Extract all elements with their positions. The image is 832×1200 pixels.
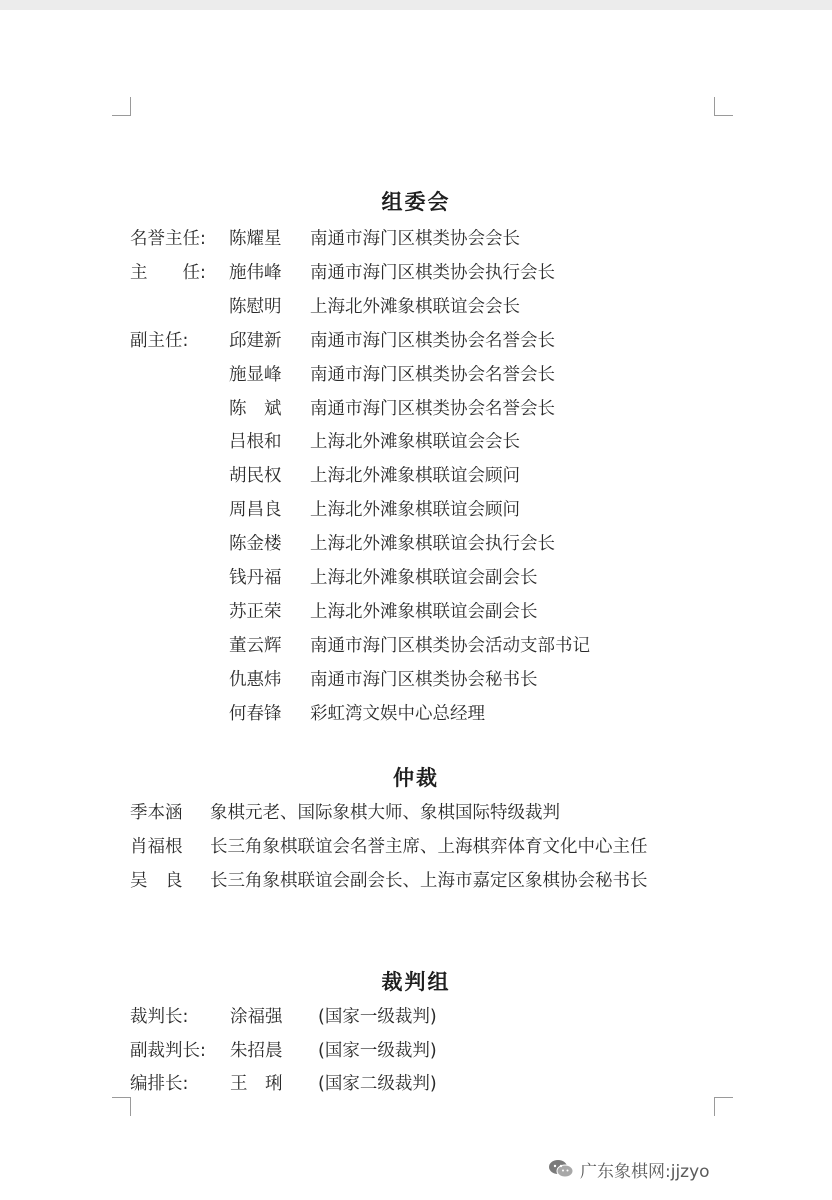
referee-level: (国家一级裁判) (318, 1040, 437, 1061)
committee-row (0, 360, 832, 390)
committee-member-title: 南通市海门区棋类协会活动支部书记 (310, 635, 590, 656)
referee-name: 涂福强 (230, 1007, 283, 1027)
referee-role: 编排长: (130, 1074, 189, 1094)
arbitrator-name: 季本涵 (130, 803, 183, 823)
referee-name: 朱招晨 (230, 1040, 283, 1061)
committee-member-name: 钱丹福 (229, 568, 282, 588)
committee-member-title: 上海北外滩象棋联谊会顾问 (310, 466, 520, 487)
arbitrator-title: 长三角象棋联谊会名誉主席、上海棋弈体育文化中心主任 (210, 837, 648, 857)
committee-row (0, 394, 832, 424)
arbitrator-name: 肖福根 (130, 837, 183, 857)
committee-member-title: 上海北外滩象棋联谊会副会长 (310, 601, 538, 622)
committee-member-name: 陈 斌 (229, 398, 282, 419)
committee-member-name: 邱建新 (229, 330, 282, 351)
committee-member-title: 上海北外滩象棋联谊会顾问 (310, 500, 520, 521)
committee-row (0, 292, 832, 322)
committee-row (0, 631, 832, 661)
crop-mark-top-left (112, 97, 131, 116)
committee-member-title: 南通市海门区棋类协会会长 (310, 229, 520, 249)
committee-member-name: 苏正荣 (229, 601, 282, 622)
committee-member-title: 南通市海门区棋类协会执行会长 (310, 262, 555, 283)
referee-name: 王 琍 (230, 1074, 283, 1094)
committee-member-name: 董云辉 (229, 635, 282, 656)
committee-row (0, 597, 832, 627)
watermark (548, 1154, 710, 1184)
committee-member-name: 陈慰明 (229, 296, 282, 317)
crop-mark-bottom-right (714, 1097, 733, 1116)
arbitrator-title: 长三角象棋联谊会副会长、上海市嘉定区象棋协会秘书长 (210, 871, 648, 891)
referee-role: 副裁判长: (130, 1040, 206, 1061)
committee-member-title: 上海北外滩象棋联谊会副会长 (310, 568, 538, 588)
committee-row (0, 495, 832, 525)
committee-row (0, 461, 832, 491)
arbitrator-title: 象棋元老、国际象棋大师、象棋国际特级裁判 (210, 803, 560, 823)
arbitration-title: 仲裁 (393, 766, 439, 790)
committee-role: 名誉主任: (130, 229, 206, 249)
committee-member-name: 吕根和 (229, 432, 282, 453)
committee-member-name: 陈耀星 (229, 229, 282, 249)
committee-member-title: 上海北外滩象棋联谊会会长 (310, 432, 520, 453)
referee-level: (国家二级裁判) (318, 1074, 437, 1094)
committee-member-name: 陈金楼 (229, 534, 282, 555)
committee-row (0, 699, 832, 729)
arbitration-row (0, 832, 832, 862)
referee-row (0, 1002, 832, 1032)
crop-mark-top-right (714, 97, 733, 116)
committee-row (0, 224, 832, 254)
committee-member-name: 胡民权 (229, 466, 282, 487)
document-page (0, 10, 832, 1200)
referee-row (0, 1069, 832, 1099)
committee-member-title: 南通市海门区棋类协会名誉会长 (310, 330, 555, 351)
committee-row (0, 258, 832, 288)
committee-member-title: 南通市海门区棋类协会秘书长 (310, 669, 538, 690)
watermark-text: 广东象棋网:jjzyo (580, 1161, 710, 1182)
committee-member-title: 上海北外滩象棋联谊会会长 (310, 296, 520, 317)
crop-mark-bottom-left (112, 1097, 131, 1116)
referee-group-title: 裁判组 (381, 970, 451, 994)
committee-member-title: 上海北外滩象棋联谊会执行会长 (310, 534, 555, 555)
referee-level: (国家一级裁判) (318, 1007, 437, 1027)
committee-member-name: 何春锋 (229, 703, 282, 724)
committee-member-name: 施显峰 (229, 364, 282, 385)
committee-row (0, 529, 832, 559)
committee-role: 副主任: (130, 330, 189, 351)
committee-member-title: 南通市海门区棋类协会名誉会长 (310, 364, 555, 385)
referee-row (0, 1036, 832, 1066)
arbitrator-name: 吴 良 (130, 871, 183, 891)
committee-row (0, 326, 832, 356)
arbitration-row (0, 866, 832, 896)
wechat-icon (548, 1159, 574, 1179)
committee-member-title: 南通市海门区棋类协会名誉会长 (310, 398, 555, 419)
committee-row (0, 427, 832, 457)
organizing-committee-title: 组委会 (381, 190, 451, 214)
referee-role: 裁判长: (130, 1007, 189, 1027)
committee-member-name: 仇惠炜 (229, 669, 282, 690)
committee-row (0, 665, 832, 695)
committee-member-name: 施伟峰 (229, 262, 282, 283)
committee-member-title: 彩虹湾文娱中心总经理 (310, 703, 485, 724)
committee-row (0, 563, 832, 593)
committee-role: 主 任: (130, 262, 206, 283)
committee-member-name: 周昌良 (229, 500, 282, 521)
arbitration-row (0, 798, 832, 828)
